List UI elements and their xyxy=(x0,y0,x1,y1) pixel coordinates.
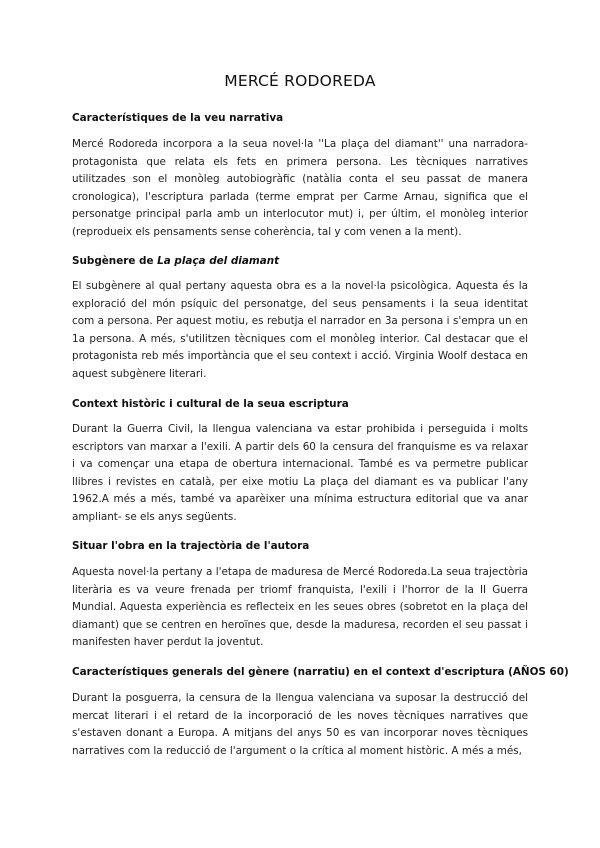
section-heading-narrative-voice: Característiques de la veu narrativa xyxy=(72,112,284,124)
section-heading-author-trajectory: Situar l'obra en la trajectòria de l'autora xyxy=(72,540,310,552)
section-body-subgenre: El subgènere al qual pertany aquesta obra es a la novel·la psicològica. Aquesta és la exploració del món psíquic del personatge, del seus pensaments i la seua identitat com a persona. Per aquest motiu, es rebutja el narrador en 3a persona i s'empra un en 1a persona. A més, s'utilitzen tècniques com el monòleg interior. Cal destacar que el protagonista reb més importància que el seu context i acció. Virginia Woolf destaca en aquest subgènere literari. xyxy=(72,280,528,380)
section-body-historical-context: Durant la Guerra Civil, la llengua valenciana va estar prohibida i perseguida i molts escriptors van marxar a l'exili. A partir dels 60 la censura del franquisme es va relaxar i va començar una etapa de obertura internacional. També es va permetre publicar llibres i revistes en català, per eixe motiu La plaça del diamant es va publicar l'any 1962.A més a més, també va aparèixer una mínima estructura editorial que va anar ampliant- se els anys següents. xyxy=(72,423,528,523)
section-body-genre-characteristics: Durant la posguerra, la censura de la llengua valenciana va suposar la destrucció del mercat literari i el retard de la incorporació de les noves tècniques narratives que s'estaven donant a Europa. A mitjans del anys 50 es van incorporar noves tècniques narratives com la reducció de l'argument o la crítica al moment històric. A més a més, xyxy=(72,692,528,757)
section-heading-genre-characteristics: Característiques generals del gènere (narratiu) en el context d'escriptura (AÑOS 60) xyxy=(72,666,569,678)
section-body-author-trajectory: Aquesta novel·la pertany a l'etapa de maduresa de Mercé Rodoreda.La seua trajectòria literària es va veure frenada per triomf franquista, l'exili i l'horror de la II Guerra Mundial. Aquesta experiència es reflecteix en les seues obres (sobretot en la plaça del diamant) que se centren en heroïnes que, desde la maduresa, recorden el seu passat i manifesten haver perdut la joventut. xyxy=(72,566,528,649)
page-title: MERCÉ RODOREDA xyxy=(224,72,376,90)
subgenre-heading-title: La plaça del diamant xyxy=(157,255,280,267)
section-heading-historical-context: Context històric i cultural de la seua escriptura xyxy=(72,398,349,410)
section-body-narrative-voice: Mercé Rodoreda incorpora a la seua novel·la ''La plaça del diamant'' una narradora-protagonista que relata els fets en primera persona. Les tècniques narratives utilitzades son el monòleg autobiogràfic (natàlia conta el seu passat de manera cronologica), l'escriptura parlada (terme emprat per Carme Arnau, significa que el personatge principal parla amb un interlocutor mut) i, per últim, el monòleg interior (reprodueix els pensaments sense coherència, tal y com venen a la ment). xyxy=(72,138,528,238)
section-heading-subgenre xyxy=(72,255,532,267)
subgenre-heading-prefix: Subgènere de xyxy=(72,255,158,267)
